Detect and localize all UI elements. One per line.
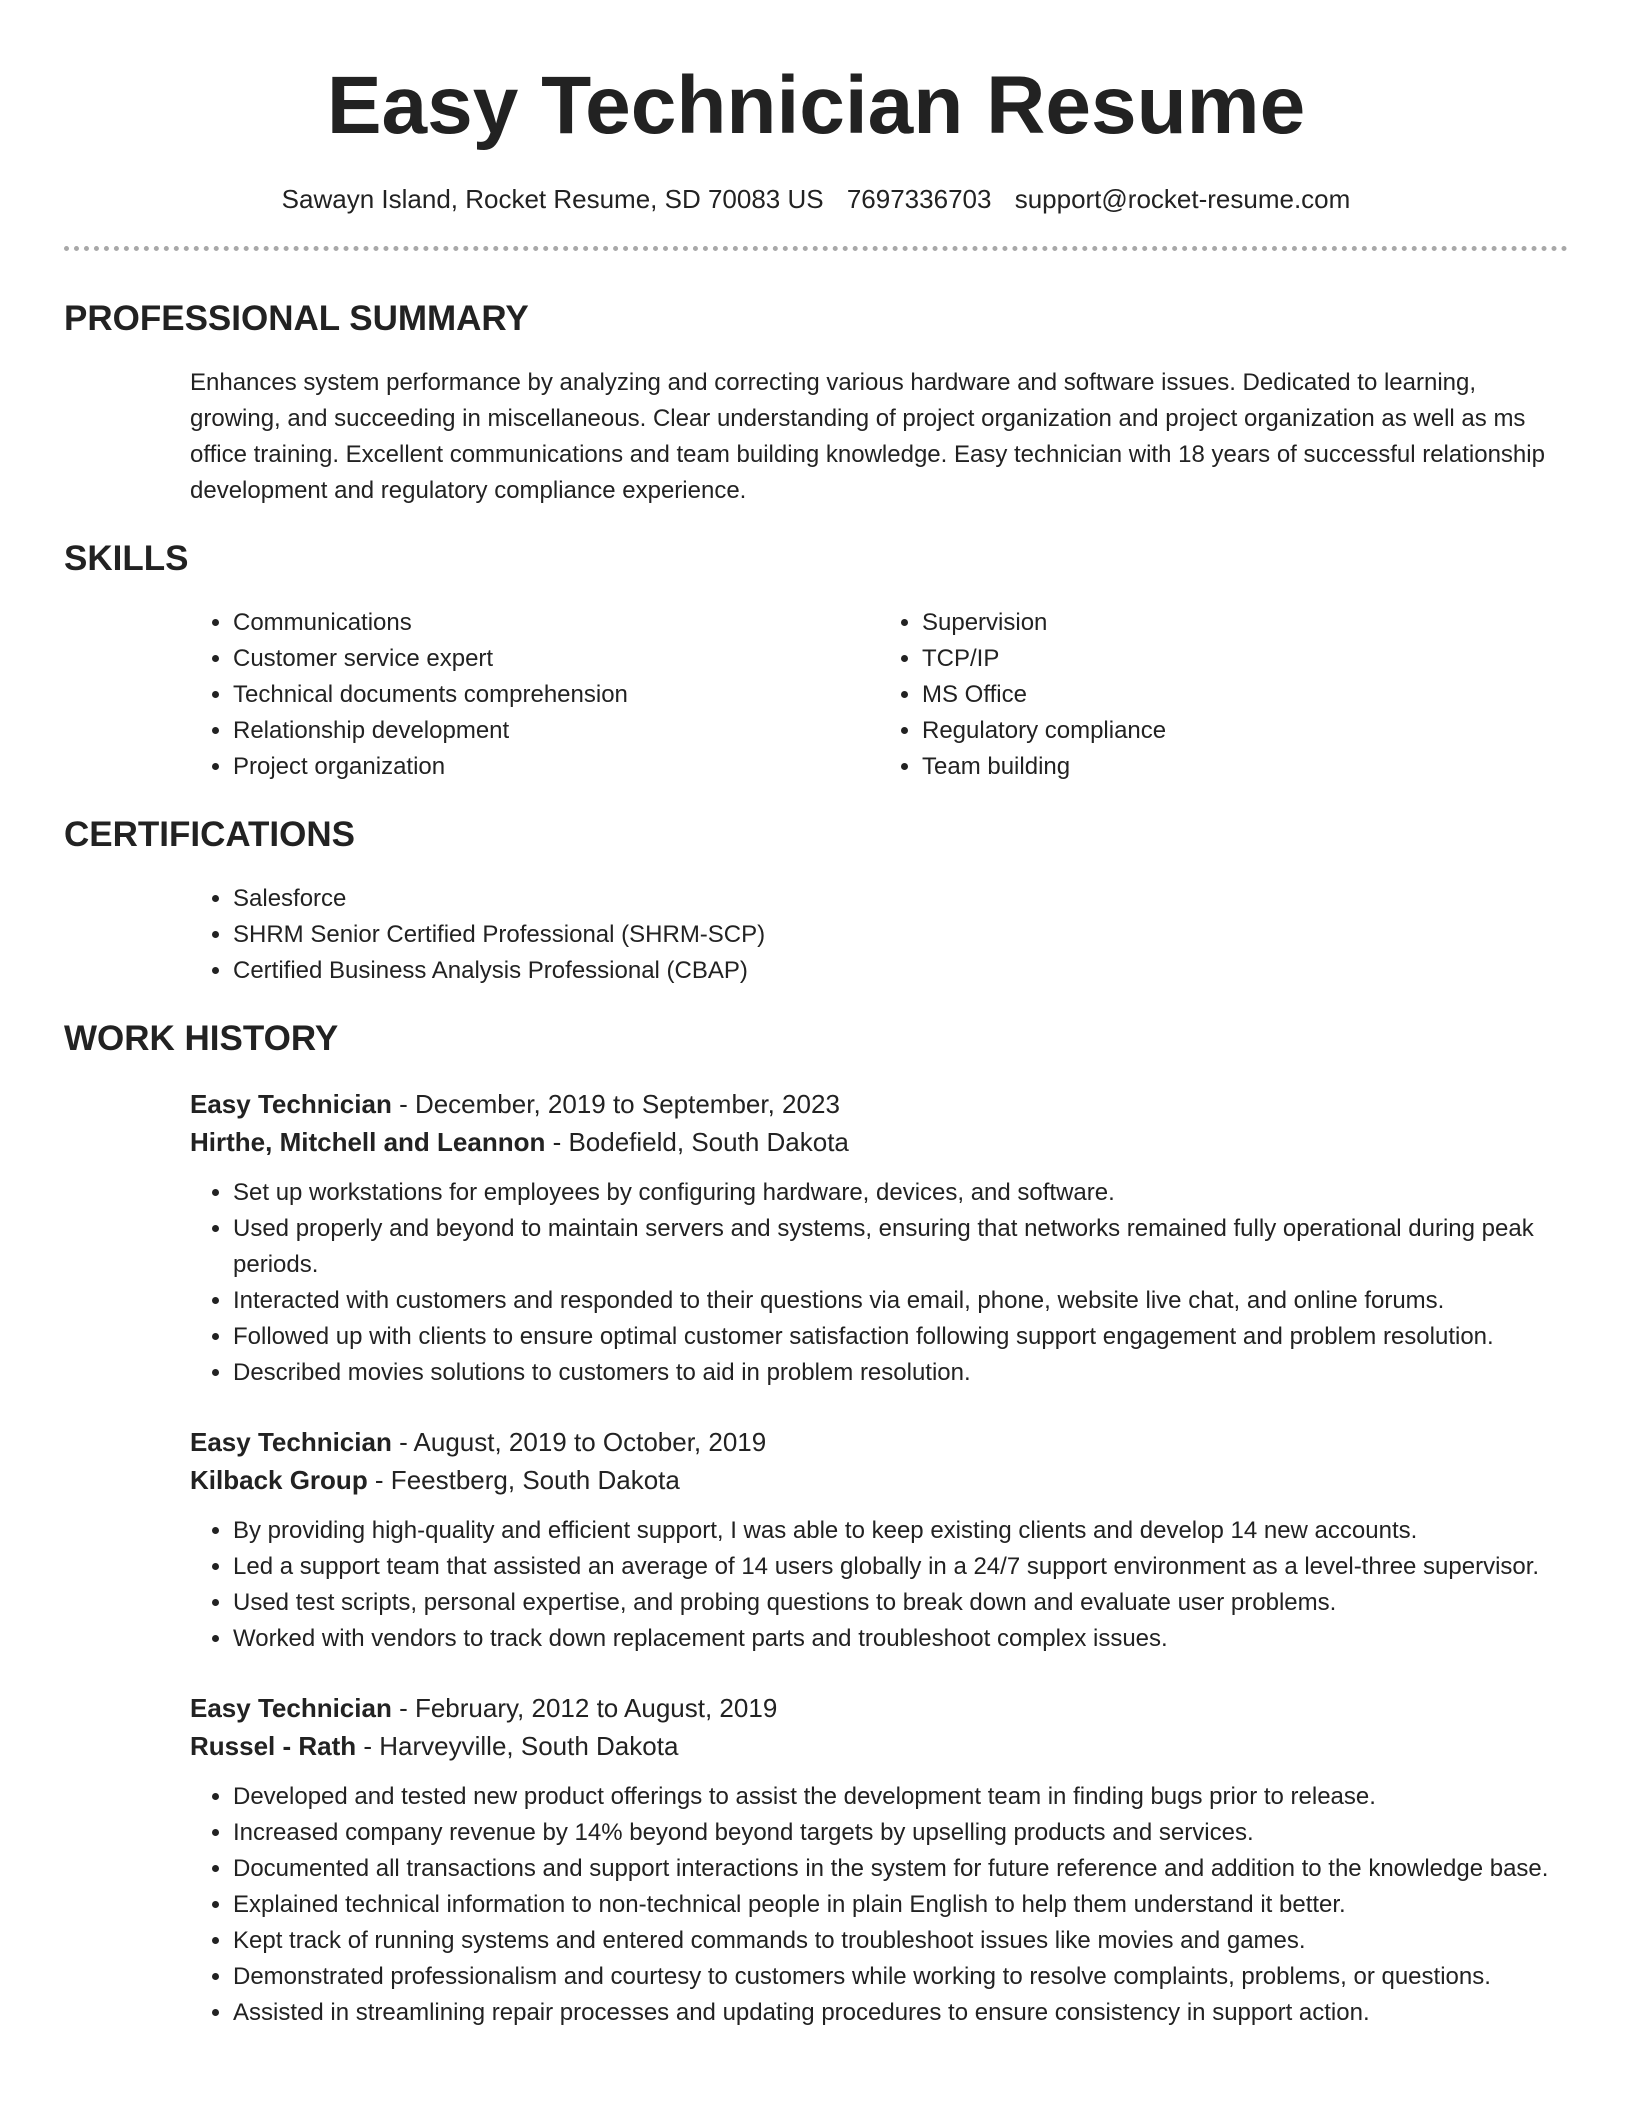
certifications-body [190, 881, 1568, 989]
summary-heading: PROFESSIONAL SUMMARY [64, 299, 529, 338]
job-location: - Bodefield, South Dakota [545, 1127, 849, 1157]
job-role: Easy Technician [190, 1427, 392, 1457]
job-entry [190, 1085, 1568, 1391]
skill-item: • Project organization [233, 749, 879, 785]
skill-item: • TCP/IP [922, 641, 1568, 677]
job-role: Easy Technician [190, 1089, 392, 1119]
certifications-heading: CERTIFICATIONS [64, 815, 356, 854]
job-bullet: • Described movies solutions to customers to aid in problem resolution. [233, 1355, 1568, 1391]
job-bullet: • Interacted with customers and responded to their questions via email, phone, website live chat, and online forums. [233, 1283, 1568, 1319]
job-location: - Harveyville, South Dakota [356, 1731, 679, 1761]
job-company-line [190, 1123, 1568, 1161]
job-bullet: • Kept track of running systems and entered commands to troubleshoot issues like movies and games. [233, 1923, 1568, 1959]
job-location: - Feestberg, South Dakota [367, 1465, 680, 1495]
job-role: Easy Technician [190, 1693, 392, 1723]
job-bullet: • Explained technical information to non-technical people in plain English to help them understand it better. [233, 1887, 1568, 1923]
job-title-line [190, 1423, 1568, 1461]
certification-item: • Salesforce [233, 881, 1568, 917]
skills-list-right [879, 605, 1568, 785]
summary-section [64, 297, 1568, 509]
job-bullet: • Used properly and beyond to maintain servers and systems, ensuring that networks remained fully operational during peak periods. [233, 1211, 1568, 1283]
skills-section [64, 537, 1568, 785]
skills-columns [190, 605, 1568, 785]
job-company-line [190, 1461, 1568, 1499]
job-bullet: • Worked with vendors to track down replacement parts and troubleshoot complex issues. [233, 1621, 1568, 1657]
skill-item: • Supervision [922, 605, 1568, 641]
job-bullet: • Led a support team that assisted an average of 14 users globally in a 24/7 support environment as a level-three supervisor. [233, 1549, 1568, 1585]
skill-item: • Regulatory compliance [922, 713, 1568, 749]
job-company-line [190, 1727, 1568, 1765]
skills-heading: SKILLS [64, 539, 189, 578]
contact-phone: 7697336703 [846, 184, 992, 214]
job-company: Russel - Rath [190, 1731, 357, 1761]
job-dates: - August, 2019 to October, 2019 [391, 1427, 767, 1457]
job-company: Kilback Group [190, 1465, 368, 1495]
job-bullet: • Followed up with clients to ensure optimal customer satisfaction following support engagement and problem resolution. [233, 1319, 1568, 1355]
job-bullet: • Assisted in streamlining repair processes and updating procedures to ensure consistency in support action. [233, 1995, 1568, 2031]
resume-title: Easy Technician Resume [326, 60, 1306, 151]
job-bullet: • Used test scripts, personal expertise, and probing questions to break down and evaluate user problems. [233, 1585, 1568, 1621]
job-bullets [190, 1779, 1568, 2031]
skill-item: • Relationship development [233, 713, 879, 749]
job-bullet: • Documented all transactions and support interactions in the system for future reference and addition to the knowledge base. [233, 1851, 1568, 1887]
job-bullets [190, 1513, 1568, 1657]
certifications-list [190, 881, 1568, 989]
skill-item: • Technical documents comprehension [233, 677, 879, 713]
skill-item: • MS Office [922, 677, 1568, 713]
certification-item: • SHRM Senior Certified Professional (SHRM-SCP) [233, 917, 1568, 953]
contact-line [64, 182, 1568, 216]
job-dates: - February, 2012 to August, 2019 [391, 1693, 778, 1723]
contact-address: Sawayn Island, Rocket Resume, SD 70083 US [281, 184, 824, 214]
contact-email: support@rocket-resume.com [1014, 184, 1351, 214]
job-bullet: • Demonstrated professionalism and courtesy to customers while working to resolve complaints, problems, or questions. [233, 1959, 1568, 1995]
resume-page [64, 0, 1568, 2031]
skills-list-left [190, 605, 879, 785]
job-bullets [190, 1175, 1568, 1391]
job-company: Hirthe, Mitchell and Leannon [190, 1127, 546, 1157]
job-bullet: • Developed and tested new product offerings to assist the development team in finding bugs prior to release. [233, 1779, 1568, 1815]
certifications-section [64, 813, 1568, 989]
work-history-heading: WORK HISTORY [64, 1019, 339, 1058]
job-title-line [190, 1689, 1568, 1727]
job-title-line [190, 1085, 1568, 1123]
job-entry [190, 1689, 1568, 2031]
job-entry [190, 1423, 1568, 1657]
job-bullet: • By providing high-quality and efficient support, I was able to keep existing clients and develop 14 new accounts. [233, 1513, 1568, 1549]
summary-text: Enhances system performance by analyzing and correcting various hardware and software issues. Dedicated to learning, growing, and succeeding in miscellaneous. Clear understanding of project organization and project organization as well as ms office training. Excellent communications and team building knowledge. Easy technician with 18 years of successful relationship development and regulatory compliance experience. [190, 369, 1545, 504]
job-bullet: • Increased company revenue by 14% beyond beyond targets by upselling products and services. [233, 1815, 1568, 1851]
work-history-section [64, 1017, 1568, 2031]
skill-item: • Team building [922, 749, 1568, 785]
skill-item: • Customer service expert [233, 641, 879, 677]
skill-item: • Communications [233, 605, 879, 641]
header-divider [64, 246, 1568, 251]
job-bullet: • Set up workstations for employees by configuring hardware, devices, and software. [233, 1175, 1568, 1211]
certification-item: • Certified Business Analysis Professional (CBAP) [233, 953, 1568, 989]
job-dates: - December, 2019 to September, 2023 [391, 1089, 840, 1119]
